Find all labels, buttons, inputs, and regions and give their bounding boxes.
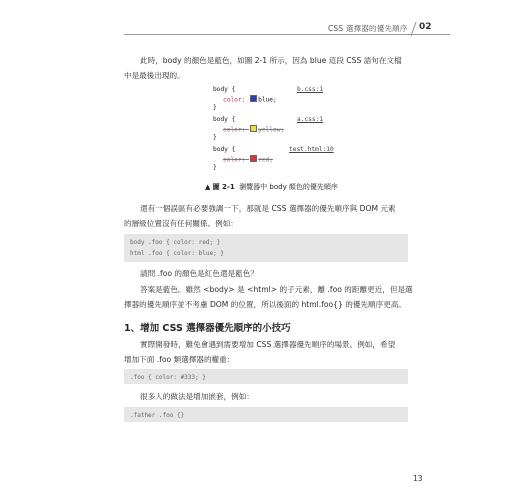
rule-close-brace: }: [213, 164, 217, 171]
text-line: 實際開發時，難免會遇到需要增加 CSS 選擇器優先順序的場景。例如，希望: [140, 340, 396, 349]
property-value: yellow;: [258, 126, 285, 134]
text-line: 增加下面 .foo 類選擇器的權重：: [124, 355, 235, 364]
text-line: 中是最後出現的。: [124, 71, 185, 80]
text-line: 的層級位置沒有任何關係。例如：: [124, 219, 238, 228]
paragraph-nesting: [124, 389, 424, 404]
rule-close-brace: }: [213, 134, 217, 141]
text-line: 請問 .foo 的顏色是紅色還是藍色？: [140, 269, 258, 278]
text-line: 還有一個誤區有必要強調一下，那就是 CSS 選擇器的優先順序與 DOM 元素: [140, 204, 396, 213]
paragraph-misconception: [124, 201, 424, 231]
paragraph-answer: [124, 282, 424, 312]
caption-text: 瀏覽器中 body 顏色的優先順序: [239, 183, 338, 191]
code-line: .foo { color: #333; }: [130, 374, 206, 381]
caption-marker: ▲: [205, 183, 211, 191]
rule-source-link[interactable]: test.html:10: [289, 146, 334, 153]
code-block: [124, 369, 408, 384]
paragraph-intro: [124, 53, 424, 83]
paragraph-question: [124, 266, 424, 281]
property-value: red;: [258, 156, 273, 164]
rule-source-link[interactable]: b.css:1: [297, 86, 324, 93]
rule-declaration-overridden: [223, 155, 273, 164]
chapter-number: 02: [419, 22, 432, 32]
code-block: [124, 234, 408, 262]
css-rule-block: [213, 146, 334, 176]
rule-selector: body {: [213, 86, 236, 93]
rule-declaration: [223, 95, 277, 104]
rule-declaration-overridden: [223, 125, 284, 134]
color-swatch-yellow[interactable]: [250, 125, 257, 132]
page-number: 13: [413, 474, 423, 483]
text-line: 擇器的優先順序並不考慮 DOM 的位置，所以後面的 html.foo{} 的優先順序更高。: [124, 300, 406, 309]
property-name: color:: [223, 126, 246, 134]
text-line: 答案是藍色。雖然 <body> 是 <html> 的子元素，離 .foo 的距離更近，但是選: [140, 285, 413, 294]
rule-selector: body {: [213, 116, 236, 123]
rule-close-brace: }: [213, 104, 217, 111]
code-line: html .foo { color: blue; }: [130, 250, 224, 257]
header-rule: [124, 34, 450, 35]
section-heading: 1、增加 CSS 選擇器優先順序的小技巧: [124, 323, 291, 334]
property-name: color:: [223, 156, 246, 164]
color-swatch-red[interactable]: [250, 155, 257, 162]
text-line: 很多人的做法是增加嵌套，例如：: [140, 392, 254, 401]
css-rule-block: [213, 86, 331, 116]
css-rule-block: [213, 116, 331, 146]
running-header-title: CSS 選擇器的優先順序: [328, 24, 408, 33]
code-line: .father .foo {}: [130, 412, 185, 419]
devtools-styles-figure: [213, 86, 334, 176]
paragraph-scenario: [124, 337, 424, 367]
property-value: blue;: [258, 96, 277, 104]
caption-number: 圖 2-1: [212, 183, 235, 191]
text-line: 此時，body 的顏色是藍色，如圖 2-1 所示，因為 blue 這段 CSS 語句在文檔: [140, 56, 402, 65]
figure-caption: [205, 182, 338, 192]
property-name: color:: [223, 96, 246, 104]
color-swatch-blue[interactable]: [250, 95, 257, 102]
rule-selector: body {: [213, 146, 236, 153]
code-line: body .foo { color: red; }: [130, 239, 221, 246]
code-block: [124, 407, 408, 422]
rule-source-link[interactable]: a.css:1: [297, 116, 324, 123]
